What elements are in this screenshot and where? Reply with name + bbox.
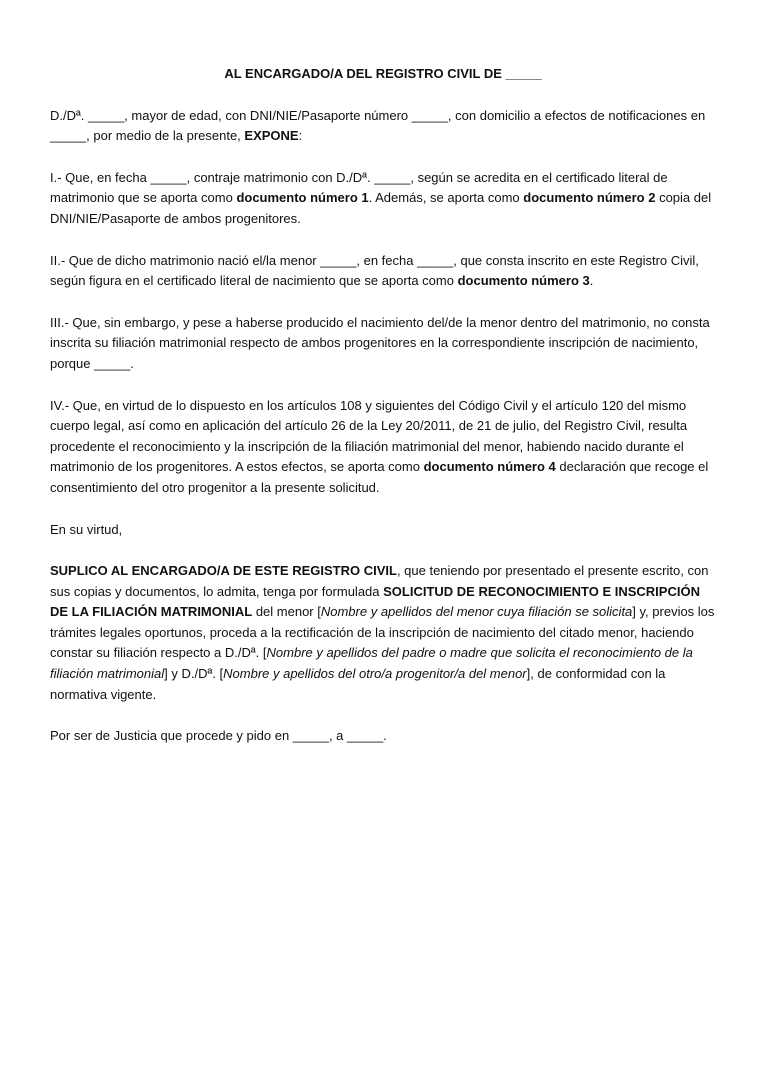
text: III.- Que, sin embargo, y pese a haberse producido el nacimiento del/de la menor dentro del matrimonio, no consta inscrita su filiación matrimonial respecto de ambos progenitores en la correspondiente inscripción de nacimiento, porque _____. <box>50 314 710 371</box>
paragraph <box>50 168 716 230</box>
italic-text: Nombre y apellidos del padre o madre que solicita el reconocimiento de la filiación matrimonial <box>50 645 693 682</box>
bold-text: documento número 2 <box>523 190 656 206</box>
document-page <box>50 64 716 768</box>
document-body <box>50 106 716 747</box>
paragraph <box>50 251 716 292</box>
bold-text: documento número 4 <box>423 459 556 475</box>
text: : <box>298 128 303 144</box>
bold-text: SUPLICO AL ENCARGADO/A DE ESTE REGISTRO CIVIL <box>50 563 397 579</box>
paragraph <box>50 561 716 705</box>
italic-text: Nombre y apellidos del menor cuya filiación se solicita <box>320 604 633 620</box>
text: D./Dª. _____, mayor de edad, con DNI/NIE/Pasaporte número _____, con domicilio a efectos de notificaciones en _____, por medio de la presente, <box>50 107 706 144</box>
text: IV.- Que, en virtud de lo dispuesto en los artículos 108 y siguientes del Código Civil y el artículo 120 del mismo cuerpo legal, así como en aplicación del artículo 26 de la Ley 20/2011, de 21 de julio, del Registro Civil, resulta procedente el reconocimiento y la inscripción de la filiación matrimonial del menor, habiendo nacido durante el matrimonio de los progenitores. A estos efectos, se aporta como <box>50 397 688 475</box>
text: I.- Que, en fecha _____, contraje matrimonio con D./Dª. _____, según se acredita en el certificado literal de matrimonio que se aporta como <box>50 169 668 206</box>
text: , que teniendo por presentado el presente escrito, con sus copias y documentos, lo admita, tenga por formulada <box>50 563 709 599</box>
text: . <box>589 273 594 289</box>
text: Por ser de Justicia que procede y pido en _____, a _____. <box>50 728 387 744</box>
italic-text: Nombre y apellidos del otro/a progenitor/a del menor <box>223 666 527 682</box>
text: II.- Que de dicho matrimonio nació el/la menor _____, en fecha _____, que consta inscrito en este Registro Civil, según figura en el certificado literal de nacimiento que se aporta como <box>50 252 699 289</box>
text: En su virtud, <box>50 521 123 537</box>
text: copia del DNI/NIE/Pasaporte de ambos progenitores. <box>50 190 712 226</box>
text: del menor [ <box>252 604 321 620</box>
text: ] y, previos los trámites legales oportunos, proceda a la rectificación de la inscripción de nacimiento del citado menor, haciendo constar su filiación respecto a D./Dª. [ <box>50 604 715 661</box>
text: ] y D./Dª. [ <box>164 666 224 682</box>
bold-text: SOLICITUD DE RECONOCIMIENTO E INSCRIPCIÓN DE LA FILIACIÓN MATRIMONIAL <box>50 583 700 620</box>
bold-text: EXPONE <box>244 128 299 144</box>
text: ], de conformidad con la normativa vigente. <box>50 666 666 702</box>
text: . Además, se aporta como <box>368 190 524 206</box>
paragraph <box>50 520 716 541</box>
paragraph <box>50 313 716 375</box>
paragraph <box>50 726 716 747</box>
bold-text: documento número 1 <box>236 190 369 206</box>
paragraph <box>50 396 716 499</box>
document-title: AL ENCARGADO/A DEL REGISTRO CIVIL DE _____ <box>224 66 542 81</box>
paragraph <box>50 106 716 147</box>
text: declaración que recoge el consentimiento del otro progenitor a la presente solicitud. <box>50 459 709 495</box>
bold-text: documento número 3 <box>457 273 590 289</box>
